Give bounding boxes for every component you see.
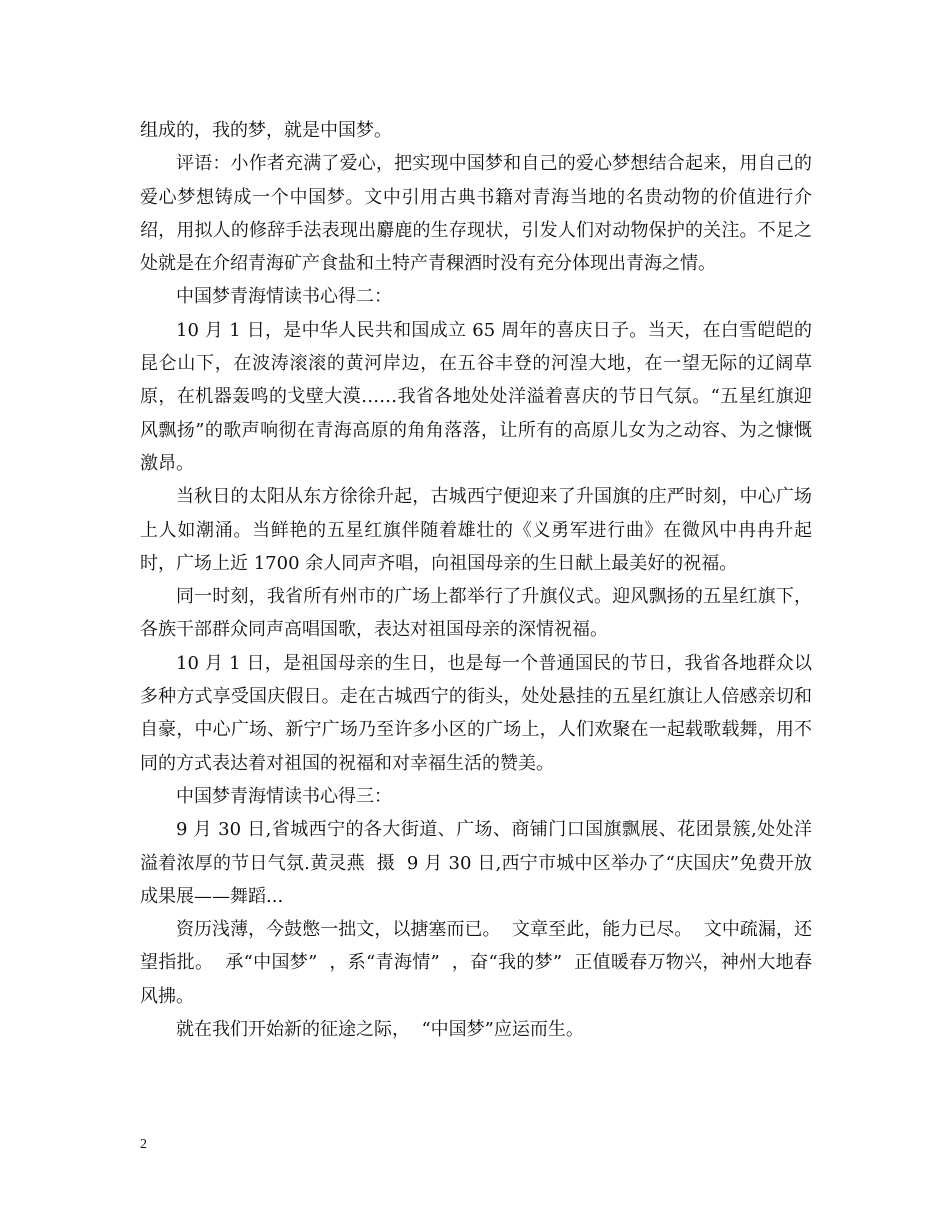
paragraph: 当秋日的太阳从东方徐徐升起，古城西宁便迎来了升国旗的庄严时刻，中心广场上人如潮涌。当鲜艳的五星红旗伴随着雄壮的《义勇军进行曲》在微风中冉冉升起时，广场上近 1700 余人同声齐唱，向祖国母亲的生日献上最美好的祝福。 — [140, 486, 812, 574]
section-heading-2: 中国梦青海情读书心得二： — [176, 286, 392, 308]
paragraph: 10 月 1 日，是中华人民共和国成立 65 周年的喜庆日子。当天，在白雪皑皑的昆仑山下，在波涛滚滚的黄河岸边，在五谷丰登的河湟大地，在一望无际的辽阔草原，在机器轰鸣的戈壁大漠……我省各地处处洋溢着喜庆的节日气氛。“五星红旗迎风飘扬”的歌声响彻在青海高原的角角落落，让所有的高原儿女为之动容、为之慷慨激昂。 — [140, 319, 812, 474]
paragraph: 组成的，我的梦，就是中国梦。 — [140, 120, 392, 141]
paragraph: 10 月 1 日，是祖国母亲的生日，也是每一个普通国民的节日，我省各地群众以多种方式享受国庆假日。走在古城西宁的街头，处处悬挂的五星红旗让人倍感亲切和自豪，中心广场、新宁广场乃至许多小区的广场上，人们欢聚在一起载歌载舞，用不同的方式表达着对祖国的祝福和对幸福生活的赞美。 — [140, 652, 812, 774]
paragraph: 9 月 30 日,省城西宁的各大街道、广场、商铺门口国旗飘展、花团景簇,处处洋溢着浓厚的节日气氛.黄灵燕 摄 9 月 30 日,西宁市城中区举办了“庆国庆”免费开放成果展——舞蹈... — [140, 819, 812, 907]
paragraph: 就在我们开始新的征途之际， “中国梦”应运而生。 — [176, 1019, 584, 1041]
document-body — [140, 114, 812, 1046]
section-heading-3: 中国梦青海情读书心得三： — [176, 785, 392, 807]
paragraph-commentary: 评语：小作者充满了爱心，把实现中国梦和自己的爱心梦想结合起来，用自己的爱心梦想铸成一个中国梦。文中引用古典书籍对青海当地的名贵动物的价值进行介绍，用拟人的修辞手法表现出麝鹿的生存现状，引发人们对动物保护的关注。不足之处就是在介绍青海矿产食盐和土特产青稞酒时没有充分体现出青海之情。 — [140, 153, 812, 275]
paragraph: 同一时刻，我省所有州市的广场上都举行了升旗仪式。迎风飘扬的五星红旗下，各族干部群众同声高唱国歌，表达对祖国母亲的深情祝福。 — [140, 586, 812, 641]
page-number: 2 — [140, 1137, 147, 1152]
paragraph: 资历浅薄，今鼓憋一拙文，以搪塞而已。 文章至此，能力已尽。 文中疏漏，还望指批。 承“中国梦” ，系“青海情” ，奋“我的梦” 正值暖春万物兴，神州大地春风拂。 — [140, 919, 812, 1007]
